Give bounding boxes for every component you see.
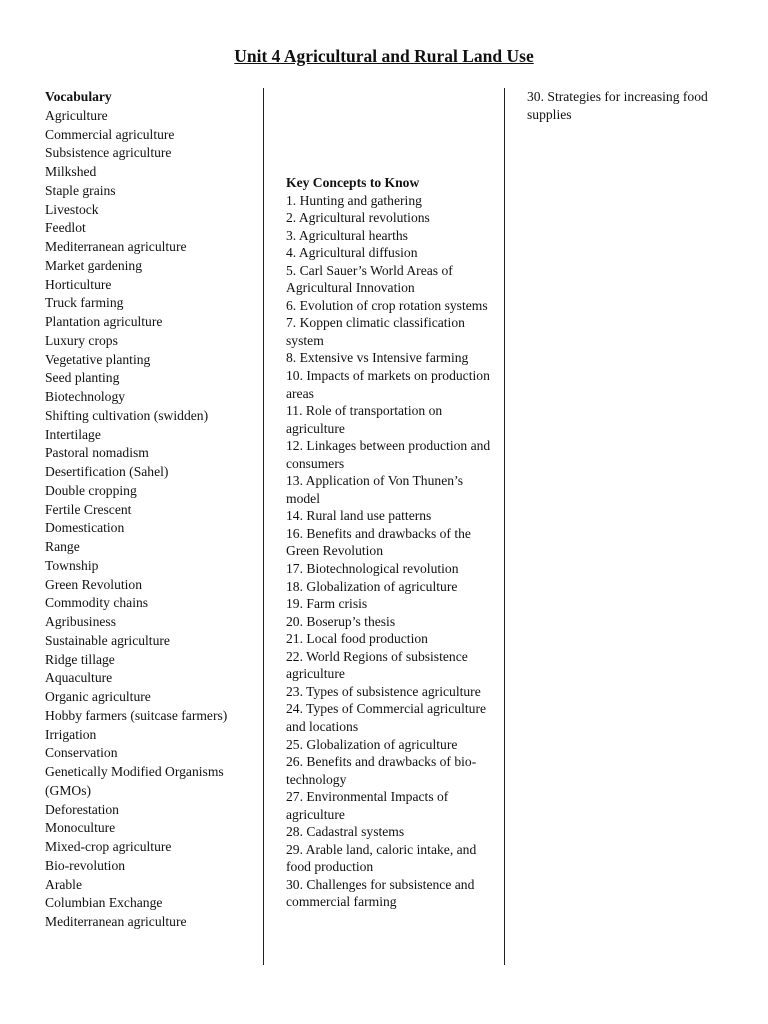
extra-concepts-list [527,88,739,123]
key-concept-item: 18. Globalization of agriculture [286,578,458,594]
key-concept-item: 14. Rural land use patterns [286,508,432,524]
key-concept-item: 13. Application of Von Thunen’s model [286,473,464,506]
key-concept-item: 25. Globalization of agriculture [286,736,458,752]
key-concept-item: 30. Challenges for subsistence and commercial farming [286,876,475,910]
key-concept-item: 21. Local food production [286,631,428,647]
vocabulary-item: Biotechnology [45,389,126,404]
key-concepts-list [286,192,498,911]
key-concept-item: 16. Benefits and drawbacks of the Green Revolution [286,525,471,559]
vocabulary-item: Fertile Crescent [45,501,132,517]
vocabulary-item: Intertilage [45,426,101,442]
vocabulary-item: Hobby farmers (suitcase farmers) [45,707,228,723]
vocabulary-item: Bio-revolution [45,857,126,873]
key-concept-item: 12. Linkages between production and consumers [286,438,491,471]
key-concept-item: 26. Benefits and drawbacks of bio-technology [286,754,477,787]
vocabulary-item: Mixed-crop agriculture [45,839,172,854]
vocabulary-item: Double cropping [45,482,137,498]
vocabulary-item: Irrigation [45,726,97,742]
vocabulary-item: Shifting cultivation (swidden) [45,407,209,423]
vocabulary-item: Commodity chains [45,595,149,611]
page-title: Unit 4 Agricultural and Rural Land Use [234,46,534,66]
vocabulary-item: Market gardening [45,257,143,273]
vocabulary-item: Aquaculture [45,670,113,686]
vocabulary-item: Vegetative planting [45,351,151,367]
key-concept-item: 17. Biotechnological revolution [286,561,459,577]
vocabulary-item: Columbian Exchange [45,895,163,911]
vocabulary-item: Mediterranean agriculture [45,914,187,929]
vocabulary-item: Ridge tillage [45,651,115,667]
vocabulary-heading: Vocabulary [45,89,112,104]
key-concept-item: 8. Extensive vs Intensive farming [286,350,469,366]
key-concept-item: 23. Types of subsistence agriculture [286,683,481,699]
vocabulary-item: Deforestation [45,801,119,817]
key-concept-item: 22. World Regions of subsistence agriculture [286,648,468,682]
vocabulary-item: Desertification (Sahel) [45,464,169,479]
key-concept-item: 3. Agricultural hearths [286,227,408,243]
vocabulary-item: Domestication [45,520,125,536]
key-concept-item: 20. Boserup’s thesis [286,613,396,629]
key-concept-item: 27. Environmental Impacts of agriculture [286,789,449,822]
key-concept-item: 28. Cadastral systems [286,824,405,840]
vocabulary-item: Green Revolution [45,576,143,592]
vocabulary-item: Conservation [45,745,118,761]
vocabulary-item: Staple grains [45,182,116,198]
vocabulary-item: Range [45,539,80,554]
vocabulary-item: Pastoral nomadism [45,445,149,461]
vocabulary-item: Genetically Modified Organisms (GMOs) [45,764,224,798]
vocabulary-column [45,88,257,932]
key-concept-item: 2. Agricultural revolutions [286,210,430,226]
key-concept-item: 19. Farm crisis [286,596,368,612]
vocabulary-item: Seed planting [45,370,120,386]
key-concept-item: 30. Strategies for increasing food supplies [527,89,708,122]
vocabulary-item: Township [45,557,99,573]
key-concept-item: 24. Types of Commercial agriculture and locations [286,701,487,734]
key-concept-item: 4. Agricultural diffusion [286,245,418,261]
vocabulary-item: Truck farming [45,295,124,311]
vocabulary-item: Arable [45,876,82,892]
vocabulary-item: Luxury crops [45,332,118,348]
key-concept-item: 7. Koppen climatic classification system [286,315,465,348]
vocabulary-item: Mediterranean agriculture [45,239,187,254]
vocabulary-list [45,107,257,932]
vocabulary-item: Agribusiness [45,614,116,629]
column-divider [504,88,505,965]
key-concepts-column [286,174,498,911]
vocabulary-item: Monoculture [45,820,116,836]
key-concept-item: 11. Role of transportation on agriculture [286,403,443,436]
extra-concepts-column [527,88,739,123]
vocabulary-item: Feedlot [45,220,86,236]
vocabulary-item: Commercial agriculture [45,126,175,142]
column-divider [263,88,264,965]
key-concept-item: 1. Hunting and gathering [286,192,422,208]
key-concepts-heading: Key Concepts to Know [286,175,420,190]
vocabulary-item: Milkshed [45,164,97,179]
vocabulary-item: Sustainable agriculture [45,632,170,648]
vocabulary-item: Plantation agriculture [45,314,163,329]
vocabulary-item: Agriculture [45,107,108,123]
vocabulary-item: Livestock [45,201,99,217]
key-concept-item: 6. Evolution of crop rotation systems [286,297,488,313]
vocabulary-item: Organic agriculture [45,689,151,704]
vocabulary-item: Horticulture [45,276,112,292]
key-concept-item: 10. Impacts of markets on production areas [286,368,490,401]
vocabulary-item: Subsistence agriculture [45,145,172,161]
key-concept-item: 29. Arable land, caloric intake, and food production [286,841,477,875]
key-concept-item: 5. Carl Sauer’s World Areas of Agricultural Innovation [286,262,453,296]
